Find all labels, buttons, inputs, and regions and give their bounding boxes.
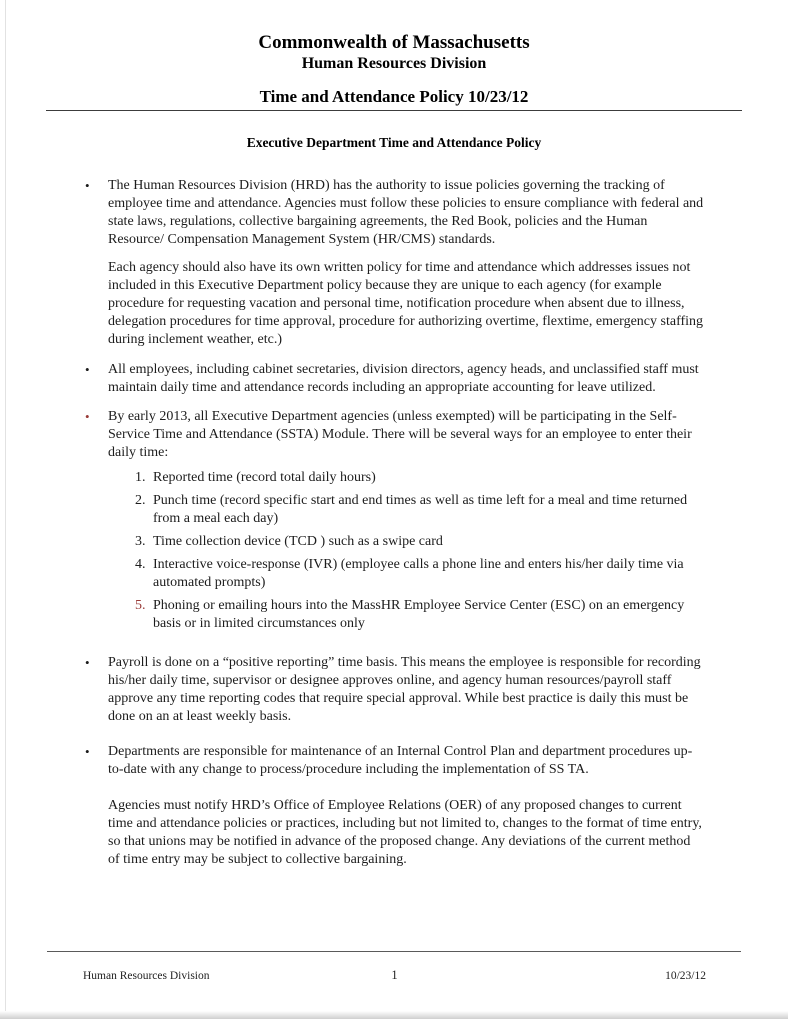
item-text: Reported time (record total daily hours) bbox=[153, 470, 376, 485]
footer-division: Human Resources Division bbox=[83, 970, 210, 982]
page-edge-bottom bbox=[0, 1011, 788, 1019]
item-text: Phoning or emailing hours into the MassHR Employee Service Center (ESC) on an emergency basis or in limited circumstances only bbox=[153, 598, 685, 631]
section-heading: Executive Department Time and Attendance Policy bbox=[246, 135, 542, 150]
item-number: 4. bbox=[135, 557, 146, 572]
item-text: Interactive voice-response (IVR) (employee calls a phone line and enters his/her daily time via automated prompts) bbox=[153, 557, 684, 590]
bullet-item-departments bbox=[83, 743, 705, 779]
item-number: 2. bbox=[135, 493, 146, 508]
bullet-text: By early 2013, all Executive Department agencies (unless exempted) will be participating in the Self-Service Time and Attendance (SSTA) Module. There will be several ways for an employee to enter their daily time: bbox=[108, 409, 692, 460]
item-number: 3. bbox=[135, 534, 146, 549]
bullet-icon: • bbox=[85, 178, 90, 193]
page-content bbox=[83, 34, 705, 869]
bullet-item-authority bbox=[83, 177, 705, 249]
bullet-item-all-employees bbox=[83, 361, 705, 397]
numbered-item bbox=[135, 597, 705, 633]
bullet-icon: • bbox=[85, 655, 90, 670]
numbered-item bbox=[135, 469, 705, 487]
item-text: Punch time (record specific start and end times as well as time left for a meal and time returned from a meal each day) bbox=[153, 493, 688, 526]
item-text: Time collection device (TCD ) such as a swipe card bbox=[153, 534, 443, 549]
paragraph-agency-policy: Each agency should also have its own written policy for time and attendance which addresses issues not included in this Executive Department policy because they are unique to each agency (for example procedure for requesting vacation and personal time, notification procedure when absent due to illness, delegation procedures for time approval, procedure for authorizing overtime, flextime, emergency staffing during inclement weather, etc.) bbox=[108, 260, 704, 347]
policy-title: Time and Attendance Policy 10/23/12 bbox=[259, 87, 529, 106]
numbered-item bbox=[135, 492, 705, 528]
bullet-text: Departments are responsible for maintenance of an Internal Control Plan and department procedures up-to-date with any change to process/procedure including the implementation of SS TA. bbox=[108, 744, 693, 777]
document-header bbox=[83, 34, 705, 152]
paragraph-oer-notice: Agencies must notify HRD’s Office of Employee Relations (OER) of any proposed changes to current time and attendance policies or practices, including but not limited to, changes to the format of time entry, so that unions may be notified in advance of the proposed change. Any deviations of the current method of time entry may be subject to collective bargaining. bbox=[108, 798, 702, 867]
item-number-red: 5. bbox=[135, 598, 146, 613]
footer-page-number: 1 bbox=[391, 968, 398, 982]
page-edge-left bbox=[5, 0, 6, 1019]
bullet-icon: • bbox=[85, 362, 90, 377]
division-title: Human Resources Division bbox=[301, 55, 487, 72]
bullet-icon-red: • bbox=[85, 409, 90, 424]
document-footer bbox=[47, 951, 741, 985]
footer-row bbox=[47, 966, 741, 985]
bullet-item-payroll bbox=[83, 654, 705, 726]
header-rule bbox=[46, 88, 742, 111]
bullet-text: All employees, including cabinet secretaries, division directors, agency heads, and unclassified staff must maintain daily time and attendance records including an appropriate accounting for leave utilized. bbox=[108, 362, 699, 395]
bullet-text: Payroll is done on a “positive reporting” time basis. This means the employee is responsible for recording his/her daily time, supervisor or designee approves online, and agency human resources/payroll staff approve any time reporting codes that require special approval. While best practice is daily this must be done on an at least weekly basis. bbox=[108, 655, 701, 724]
bullet-text: The Human Resources Division (HRD) has the authority to issue policies governing the tracking of employee time and attendance. Agencies must follow these policies to ensure compliance with federal and state laws, regulations, collective bargaining agreements, the Red Book, policies and the Human Resource/ Compensation Management System (HR/CMS) standards. bbox=[108, 178, 704, 247]
org-title: Commonwealth of Massachusetts bbox=[258, 32, 530, 53]
numbered-list bbox=[135, 469, 705, 633]
item-number: 1. bbox=[135, 470, 146, 485]
numbered-item bbox=[135, 533, 705, 551]
numbered-item bbox=[135, 556, 705, 592]
footer-date: 10/23/12 bbox=[665, 970, 706, 982]
bullet-icon: • bbox=[85, 744, 90, 759]
bullet-item-ssta bbox=[83, 408, 705, 462]
